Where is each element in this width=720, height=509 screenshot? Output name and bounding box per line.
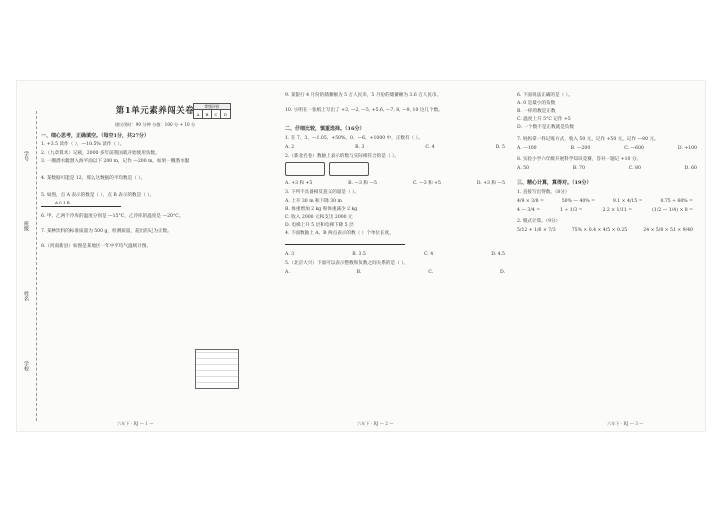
option: C. 温度上升 5°C 记作 +5	[517, 117, 571, 123]
option: B. —200	[570, 145, 591, 151]
option: C. 80	[628, 165, 641, 171]
binding-label-name: 姓名	[23, 291, 29, 301]
subsection-3-1: 1. 直接写出得数。（8分）	[517, 189, 570, 195]
grade-b[interactable]: B	[203, 110, 212, 119]
section-1-heading: 一、细心思考，正确填空。（每空1分，共27分）	[41, 132, 149, 139]
option: B. 70	[572, 165, 586, 171]
exam-meta: 建议用时：90 分钟 分值：100 分 + 10 分	[114, 122, 196, 128]
option: B. 3	[355, 145, 365, 151]
calc-item: 2.2 × 1/11 =	[602, 207, 633, 213]
grade-c[interactable]: C	[212, 110, 221, 119]
page-column-1	[41, 91, 269, 250]
grade-d[interactable]: D	[223, 112, 228, 117]
option: A.	[285, 270, 290, 276]
question-2-4: 4. 下面数轴上 A、B 两点表示的数（ ）个单位长度。	[285, 230, 394, 236]
calc-item: (1/2 — 1/4) × 8 =	[652, 207, 693, 213]
option: A. 上升 30 m 和下降 30 m	[285, 198, 342, 204]
calc-row-2	[517, 207, 697, 214]
calc-item: 1 ÷ 1/3 =	[560, 207, 583, 213]
calc-item: 4/9 × 3/8 =	[517, 198, 544, 204]
page-title: 第1单元素养闯关卷	[115, 106, 195, 116]
option: D.	[500, 270, 505, 276]
option: D. 4.5	[491, 252, 505, 258]
calc-item: 5/12 + 1/6 × 7/3	[517, 228, 556, 234]
section-3-heading: 三、精心计算，算得对。（19分）	[517, 179, 592, 186]
temperature-chart-figure	[195, 349, 239, 389]
page-column-3	[517, 91, 697, 234]
option: A. 3	[285, 252, 295, 258]
calc-item: 50% — 40% =	[561, 198, 595, 204]
question-1-2: 2.（九章算术）记载，2000 多年前我国就开始使用负数。	[41, 150, 160, 156]
options-2-5	[285, 269, 505, 276]
option: D. +3 和 —5	[476, 181, 505, 187]
option: A. 2	[285, 145, 295, 151]
option: C. 4	[423, 252, 434, 258]
calc-item: 4 — 3/4 =	[517, 207, 541, 213]
question-2-6: 6. 下面说法正确的是（ ）。	[517, 93, 573, 98]
illustration-figure	[329, 162, 369, 176]
grade-a[interactable]: A	[194, 110, 203, 119]
question-2-3: 3. 下列不具备相反意义的量是（ ）。	[285, 190, 359, 196]
option: C.	[428, 270, 434, 276]
option: C. —3 和 +5	[412, 181, 441, 187]
question-2-5: 5.（北京大兴）下面可以表示整数和负数之间关系的是（ ）。	[285, 261, 408, 267]
option: C. 收入 2000 元和支出 2000 元	[285, 214, 353, 220]
options-2-4	[285, 251, 505, 258]
page-column-2	[285, 91, 505, 278]
question-1-8: 8.（河南新县）如图是某地区一年中平均气温统计图。	[41, 244, 152, 250]
option: A. +3 和 +5	[285, 181, 313, 187]
question-1-7: 7. 某种饮料的标准质量为 500 g，检测质量，超出的记为正数。	[41, 229, 172, 235]
question-2-2: 2.（新北名卷）数轴上表示的数与实际相符合的是（ ）。	[285, 154, 399, 160]
option: C. —600	[624, 145, 644, 151]
question-1-9: 9. 某银行 4 月份的储蓄额为 5 万人民币，5 月份的储蓄额为 3.6 万人民币。	[285, 93, 442, 98]
illustration-figure	[285, 162, 325, 176]
question-1-3: 3. 一艘潜水艇潜入海平面以下 200 m，记作 —200 m，如果一艘潜水艇	[41, 158, 190, 164]
page-footer-1: 六年下 · RJ — 1 —	[117, 421, 154, 426]
question-1-10: 10. 小明在一张纸上写出了 +3, —2, —5, +5.6, —7, 8, —9, 10 这几个数。	[285, 108, 443, 114]
question-2-1: 1. 在 7、3、—1.05、+50%、0、—6、+1000 中，正数有（ ）。	[285, 135, 423, 141]
exam-sheet	[16, 80, 706, 432]
option: B. 体重增加 2 kg 和体重减少 2 kg	[285, 206, 358, 212]
calc-item: 0.75 ÷ 60% =	[660, 198, 693, 204]
page-footer-3: 六年下 · RJ — 3 —	[607, 421, 644, 426]
options-2-1	[285, 144, 505, 151]
calc-item: 9.1 × 4/15 =	[612, 198, 643, 204]
section-2-heading: 二、仔细比较，慎重选择。（16分）	[285, 126, 365, 133]
options-2-2	[285, 180, 505, 187]
binding-margin	[23, 111, 37, 421]
option: B.	[356, 270, 362, 276]
question-1-4: 4. 某数据可能是 12，那么这数据的平均数是（ ）。	[41, 175, 146, 181]
question-1-5: 5. 如图，点 A 表示的数是（ ），点 B 表示的数是（ ）。	[41, 192, 155, 198]
number-line-ab	[285, 239, 505, 249]
subsection-3-2: 2. 脱式计算。（9分）	[517, 219, 561, 225]
option: D. 电梯上升 5 层和电梯下降 5 层	[285, 222, 354, 228]
question-1-1: 1. +3.5 读作（ ），—10.5% 读作（ ）。	[41, 142, 125, 148]
option: A. 50	[517, 165, 530, 171]
options-2-7	[517, 145, 697, 152]
option: C. 4	[425, 145, 435, 151]
binding-label-id: 学号	[23, 151, 29, 161]
question-1-6: 6. 甲、乙两个冷库的温度分别是 —15°C，乙冷库的温度是 —20°C。	[41, 213, 184, 219]
option: D. 5	[495, 145, 505, 151]
option: B. 3.5	[352, 252, 366, 258]
option: A. —100	[517, 145, 537, 151]
binding-label-class: 班级	[23, 221, 29, 231]
option: B. —3 和 —5	[348, 181, 377, 187]
calc-row-1	[517, 198, 697, 205]
grade-box-title: 等级评价	[194, 104, 230, 110]
question-2-8: 8. 实验小学六年级开展科学知识竞赛，答对一题记 +10 分。	[517, 156, 642, 162]
page-footer-2: 六年下 · RJ — 2 —	[357, 421, 394, 426]
number-line	[41, 201, 269, 211]
calc-row-3	[517, 227, 697, 234]
question-2-7: 7. 妈妈拿一样记账方式，收入 50 元，记作 +50 元，记作 —80 元。	[517, 136, 659, 142]
option: D. +100	[677, 145, 697, 151]
option: B. 一样的数是正数	[517, 109, 556, 115]
options-2-8	[517, 165, 697, 172]
option: D. 一个数不是正数就是负数	[517, 125, 574, 131]
calc-item: 75% × 0.4 × 4/5 × 0.25	[571, 228, 628, 234]
calc-item: 24 × 5/8 × 51 × 9/40	[643, 228, 693, 234]
grade-evaluation-box	[193, 103, 231, 119]
number-line-label: A 0 1 B	[55, 199, 70, 205]
option: D. 60	[684, 165, 697, 171]
option: A. 0 是最小的负数	[517, 101, 556, 107]
binding-label-school: 学校	[23, 361, 29, 371]
